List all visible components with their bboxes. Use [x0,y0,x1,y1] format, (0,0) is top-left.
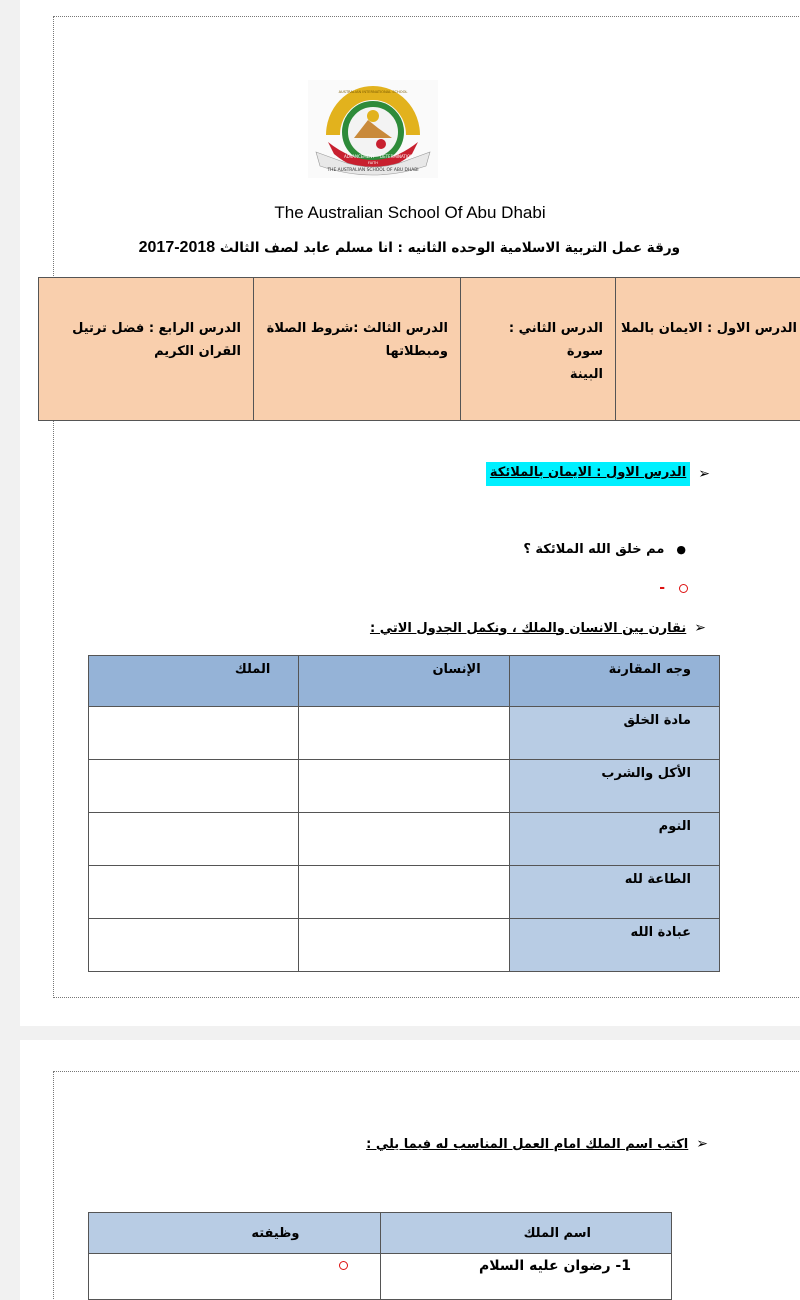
angel-answer-cell[interactable] [89,813,299,866]
human-answer-cell[interactable] [299,760,509,813]
row-label: الطاعة لله [509,866,719,919]
arrow-bullet-icon: ➢ [698,466,710,482]
logo-top-text: AUSTRALIAN INTERNATIONAL SCHOOL [338,90,408,94]
row-label: عبادة الله [509,919,719,972]
lesson-4-line-1: الدرس الرابع : فضل ترتيل [72,321,241,336]
table-row [89,1254,672,1300]
header-human: الإنسان [299,656,509,707]
angels-header-row [89,1213,672,1254]
human-answer-cell[interactable] [299,866,509,919]
school-logo [308,80,438,178]
lesson-1-heading-text: الدرس الاول : الايمان بالملائكة [486,462,690,486]
angel-answer-cell[interactable] [89,866,299,919]
angel-answer-cell[interactable] [89,707,299,760]
logo-center-text: FAITH [368,161,378,165]
lessons-table [38,277,800,421]
lesson-2-line-2: البينة [569,367,603,382]
lesson-1-heading [486,462,710,486]
school-year: 2018-2017 [138,239,216,256]
header-angel-duty: وظيفته [89,1213,381,1254]
human-answer-cell[interactable] [299,813,509,866]
table-row [89,707,720,760]
lesson-2-line-1: الدرس الثاني : سورة [508,321,603,359]
logo-right-text: DETERMINATION [380,154,414,159]
school-name: The Australian School Of Abu Dhabi [274,203,546,222]
question-text: مم خلق الله الملائكة ؟ [523,542,665,557]
angels-table [88,1212,672,1300]
table-row [89,919,720,972]
lesson-cell-4 [53,278,253,420]
lesson-cell-3 [253,278,460,420]
answer-placeholder: - [659,580,665,596]
circle-bullet-icon [679,584,688,593]
arrow-bullet-icon: ➢ [694,620,706,636]
angels-instruction-text: اكتب اسم الملك امام العمل المناسب له فيما يلي : [366,1136,689,1152]
lesson-3-line-1: الدرس الثالث :شروط الصلاة [266,321,448,336]
row-label: النوم [509,813,719,866]
worksheet-title-text: ورقة عمل التربية الاسلامية الوحده الثانيه : انا مسلم عابد لصف الثالث [219,240,680,256]
lesson-3-line-2: ومبطلاتها [385,344,448,359]
comparison-instruction [370,620,706,636]
angel-duty-cell[interactable] [89,1254,381,1300]
header-angel-name: اسم الملك [380,1213,672,1254]
dot-bullet-icon: ● [676,543,686,556]
table-row [89,813,720,866]
lesson-4-line-2: القران الكريم [154,344,241,359]
lesson-cell-1 [615,278,800,420]
arrow-bullet-icon: ➢ [696,1136,708,1152]
answer-line[interactable] [659,580,688,596]
human-answer-cell[interactable] [299,707,509,760]
comparison-instruction-text: نقارن بين الانسان والملك ، ونكمل الجدول الاتي : [369,620,687,636]
angel-name: 1- رضوان عليه السلام [380,1254,672,1300]
circle-bullet-icon [339,1261,348,1270]
row-label: الأكل والشرب [509,760,719,813]
header-angel: الملك [89,656,299,707]
table-row [89,866,720,919]
table-row [89,760,720,813]
logo-banner-text: THE AUSTRALIAN SCHOOL OF ABU DHABI [327,168,419,173]
comparison-table [88,655,720,972]
angels-instruction [366,1136,708,1152]
human-answer-cell[interactable] [299,919,509,972]
header-aspect: وجه المقارنة [509,656,719,707]
logo-left-text: ADVANCEMENT [344,154,375,159]
comparison-header-row [89,656,720,707]
lesson-cell-2 [460,278,615,420]
lesson-1-line-1: الدرس الاول : الايمان بالملا [620,321,797,336]
worksheet-title [138,239,680,257]
angel-answer-cell[interactable] [89,760,299,813]
question-item [523,542,686,557]
row-label: مادة الخلق [509,707,719,760]
angel-answer-cell[interactable] [89,919,299,972]
